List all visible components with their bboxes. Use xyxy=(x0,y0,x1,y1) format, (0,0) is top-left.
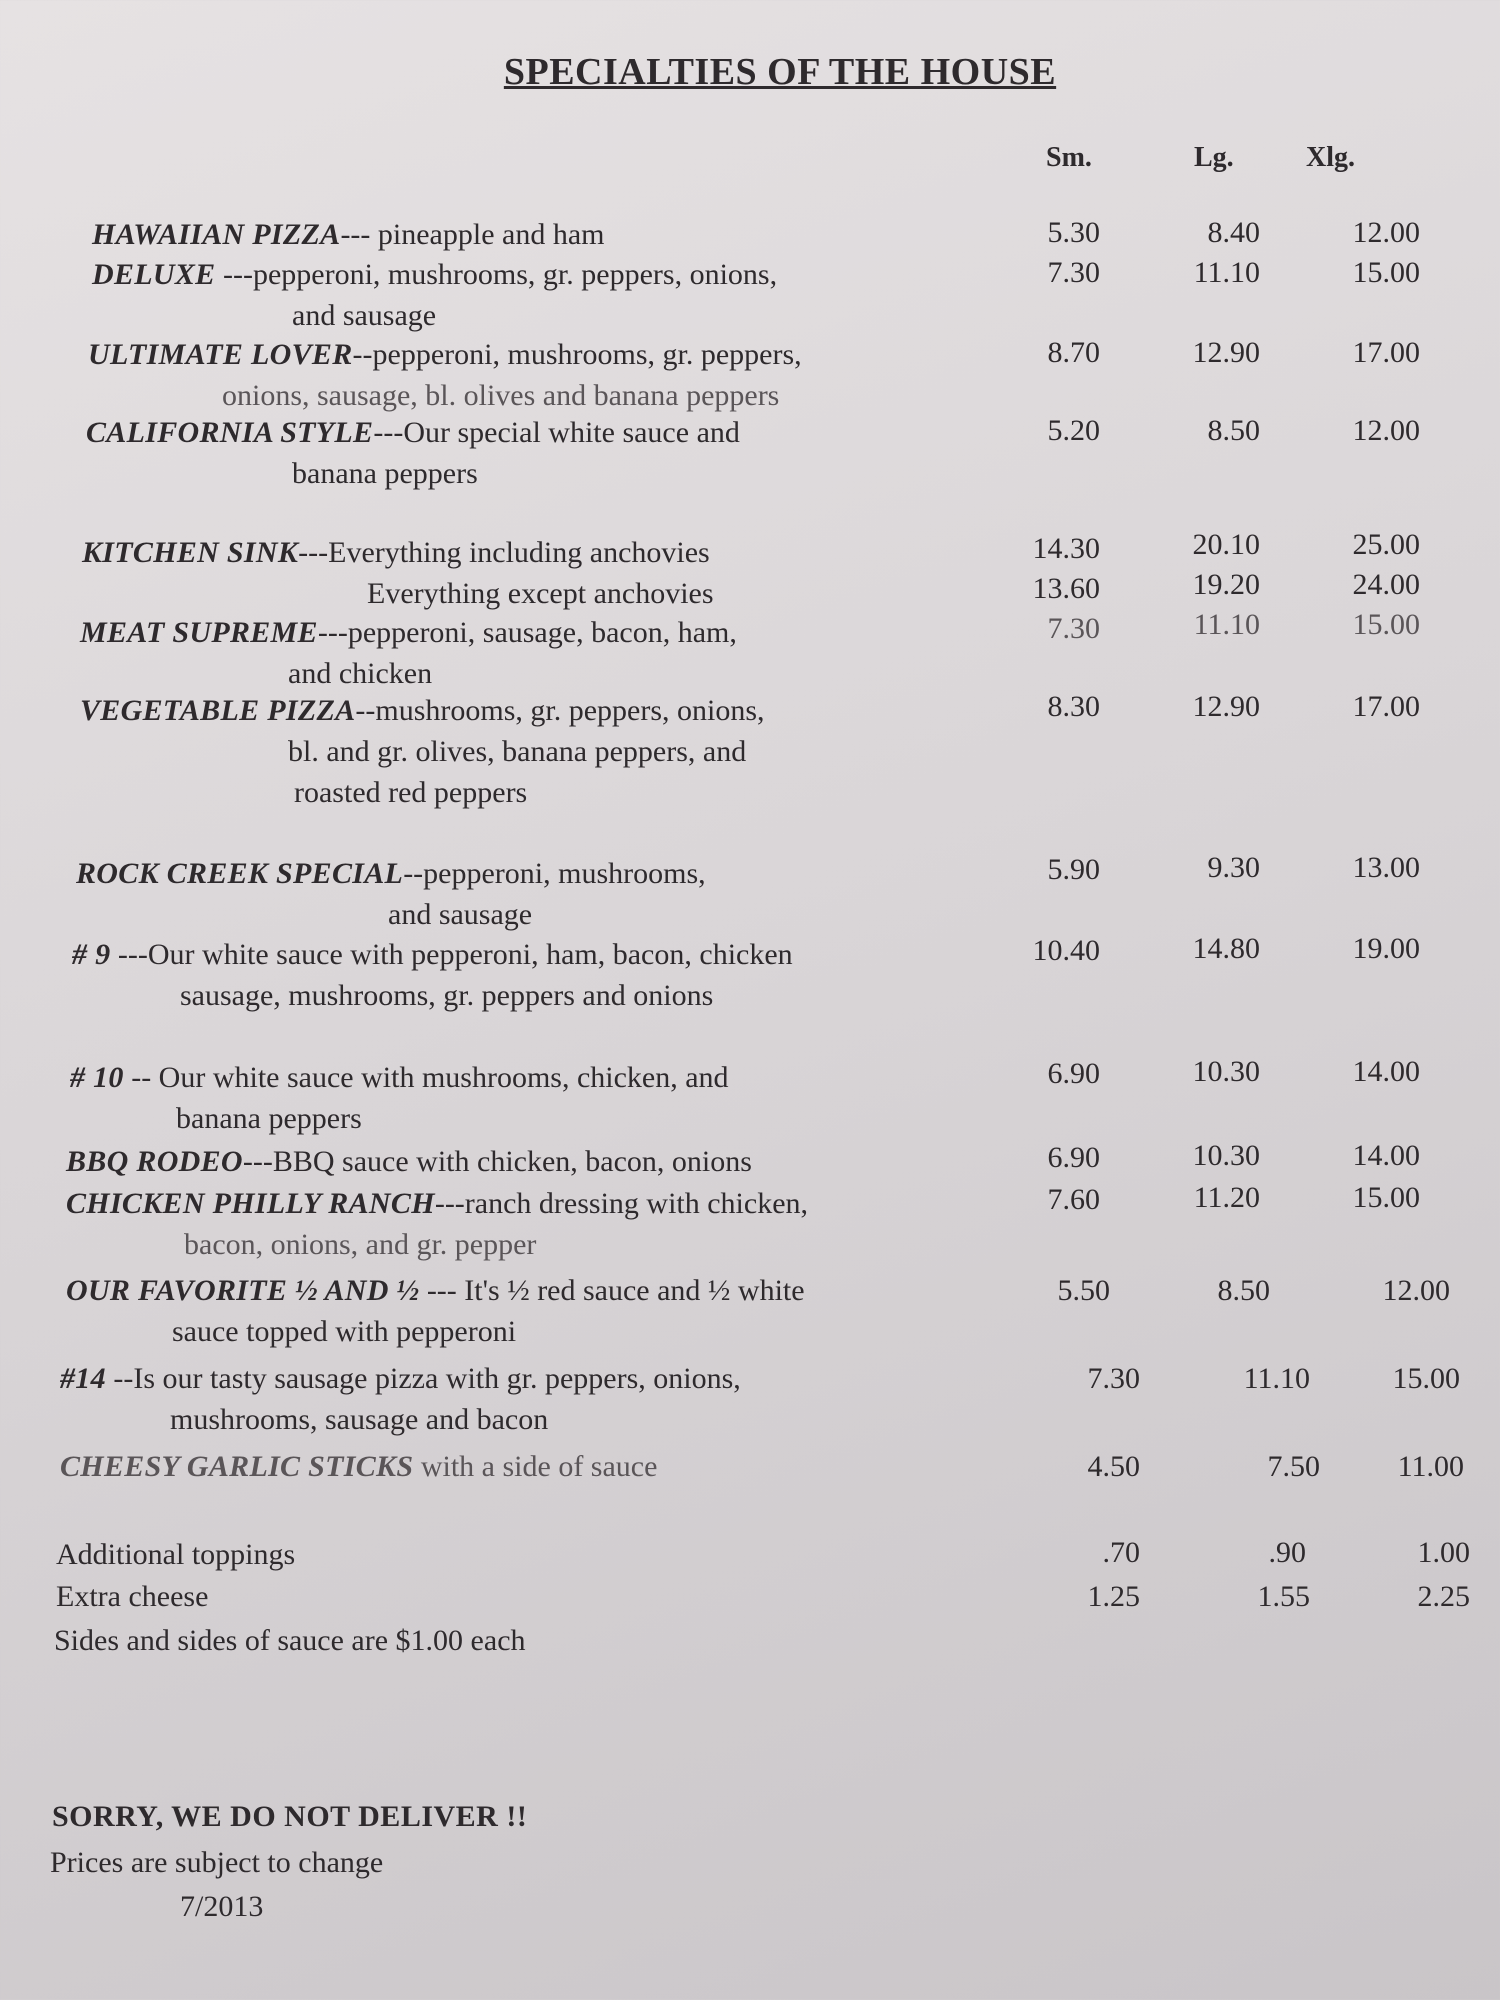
menu-item-bbq-rodeo xyxy=(66,1141,752,1182)
item-desc: -- Our white sauce with mushrooms, chicken, and xyxy=(123,1061,729,1094)
price-lg: 12.90 xyxy=(1192,690,1260,723)
item-name: BBQ RODEO xyxy=(66,1145,243,1178)
price-xlg: 14.00 xyxy=(1352,1055,1420,1088)
item-desc: --Is our tasty sausage pizza with gr. peppers, onions, xyxy=(105,1362,741,1395)
item-desc-cont: banana peppers xyxy=(176,1102,362,1135)
price-sm: 5.30 xyxy=(1047,216,1100,249)
menu-item-number-10 xyxy=(70,1057,729,1139)
menu-item-number-14 xyxy=(60,1358,741,1440)
no-delivery-notice: SORRY, WE DO NOT DELIVER !! xyxy=(52,1800,528,1833)
item-desc-cont: mushrooms, sausage and bacon xyxy=(170,1403,549,1436)
price-xlg-no-anchovies: 24.00 xyxy=(1352,568,1420,601)
price-xlg: 12.00 xyxy=(1352,216,1420,249)
item-desc: with a side of sauce xyxy=(413,1450,658,1483)
price-xlg: 2.25 xyxy=(1417,1580,1470,1613)
price-lg: 11.10 xyxy=(1193,256,1260,289)
item-desc-cont-2: roasted red peppers xyxy=(294,776,528,809)
item-name: # 9 xyxy=(72,938,111,971)
item-desc: ---ranch dressing with chicken, xyxy=(434,1187,809,1220)
extra-extra-cheese xyxy=(56,1576,208,1617)
item-name: CHEESY GARLIC STICKS xyxy=(60,1450,414,1483)
size-header-large: Lg. xyxy=(1194,142,1234,173)
item-desc-cont: bl. and gr. olives, banana peppers, and xyxy=(288,735,747,768)
item-name: ROCK CREEK SPECIAL xyxy=(76,857,404,890)
price-xlg: 12.00 xyxy=(1382,1274,1450,1307)
menu-date: 7/2013 xyxy=(180,1890,264,1923)
item-desc: --- It's ½ red sauce and ½ white xyxy=(419,1274,805,1307)
menu-item-rock-creek-special xyxy=(76,853,706,935)
item-desc: ---BBQ sauce with chicken, bacon, onions xyxy=(242,1145,752,1178)
item-desc-cont: sauce topped with pepperoni xyxy=(172,1315,517,1348)
item-name: CHICKEN PHILLY RANCH xyxy=(66,1187,435,1220)
item-name: ULTIMATE LOVER xyxy=(88,338,353,371)
price-lg: 14.80 xyxy=(1192,932,1260,965)
price-sm: 6.90 xyxy=(1047,1141,1100,1174)
price-lg: .90 xyxy=(1268,1536,1306,1569)
menu-item-california-style xyxy=(86,412,740,494)
item-name: CALIFORNIA STYLE xyxy=(86,416,374,449)
price-sm: 5.20 xyxy=(1047,414,1100,447)
price-lg: 10.30 xyxy=(1192,1055,1260,1088)
menu-item-deluxe xyxy=(92,254,777,336)
price-lg: 7.50 xyxy=(1267,1450,1320,1483)
menu-item-hawaiian xyxy=(92,214,605,255)
item-desc: ---Our special white sauce and xyxy=(373,416,740,449)
extra-label: Additional toppings xyxy=(56,1538,296,1571)
price-xlg: 15.00 xyxy=(1352,256,1420,289)
item-name: #14 xyxy=(60,1362,106,1395)
price-sm: 1.25 xyxy=(1087,1580,1140,1613)
menu-item-meat-supreme xyxy=(80,612,737,694)
item-desc: ---pepperoni, mushrooms, gr. peppers, onions, xyxy=(215,258,778,291)
price-sm: 5.90 xyxy=(1047,853,1100,886)
extra-label: Extra cheese xyxy=(56,1580,209,1613)
price-xlg: 13.00 xyxy=(1352,851,1420,884)
menu-item-vegetable-pizza xyxy=(80,690,765,813)
price-sm: 8.30 xyxy=(1047,690,1100,723)
item-name: KITCHEN SINK xyxy=(82,536,299,569)
price-lg-no-anchovies: 19.20 xyxy=(1192,568,1260,601)
item-desc: --pepperoni, mushrooms, gr. peppers, xyxy=(352,338,802,371)
item-name: OUR FAVORITE ½ AND ½ xyxy=(66,1274,420,1307)
menu-item-chicken-philly-ranch xyxy=(66,1183,808,1265)
item-desc-cont: bacon, onions, and gr. pepper xyxy=(184,1228,537,1261)
price-lg: 8.50 xyxy=(1207,414,1260,447)
price-xlg: 11.00 xyxy=(1397,1450,1464,1483)
price-sm: 8.70 xyxy=(1047,336,1100,369)
price-lg: 1.55 xyxy=(1257,1580,1310,1613)
item-desc: --mushrooms, gr. peppers, onions, xyxy=(355,694,765,727)
price-lg: 9.30 xyxy=(1207,851,1260,884)
size-header-xlarge: Xlg. xyxy=(1306,142,1355,173)
sides-note: Sides and sides of sauce are $1.00 each xyxy=(54,1624,526,1657)
price-xlg: 17.00 xyxy=(1352,690,1420,723)
price-sm: 14.30 xyxy=(1032,532,1100,565)
item-desc: --- pineapple and ham xyxy=(340,218,605,251)
item-desc-cont: banana peppers xyxy=(292,457,478,490)
price-sm: 7.30 xyxy=(1087,1362,1140,1395)
price-xlg: 15.00 xyxy=(1352,1181,1420,1214)
price-sm: 10.40 xyxy=(1032,934,1100,967)
price-sm: 4.50 xyxy=(1087,1450,1140,1483)
price-sm: 7.60 xyxy=(1047,1183,1100,1216)
item-desc-cont: and sausage xyxy=(292,299,437,332)
price-sm: 7.30 xyxy=(1047,256,1100,289)
price-xlg: 14.00 xyxy=(1352,1139,1420,1172)
price-xlg: 25.00 xyxy=(1352,528,1420,561)
item-desc: ---Our white sauce with pepperoni, ham, bacon, chicken xyxy=(110,938,793,971)
price-lg: 8.40 xyxy=(1207,216,1260,249)
price-lg: 11.20 xyxy=(1193,1181,1260,1214)
item-name: DELUXE xyxy=(92,258,216,291)
price-lg: 8.50 xyxy=(1217,1274,1270,1307)
item-name: # 10 xyxy=(70,1061,124,1094)
item-name: VEGETABLE PIZZA xyxy=(80,694,356,727)
price-xlg: 17.00 xyxy=(1352,336,1420,369)
item-name: MEAT SUPREME xyxy=(80,616,318,649)
price-lg: 20.10 xyxy=(1192,528,1260,561)
price-xlg: 12.00 xyxy=(1352,414,1420,447)
item-desc-cont: and sausage xyxy=(388,898,533,931)
menu-item-our-favorite xyxy=(66,1270,805,1352)
extra-additional-toppings xyxy=(56,1534,295,1575)
menu-item-cheesy-garlic-sticks xyxy=(60,1446,657,1487)
item-desc-cont: and chicken xyxy=(288,657,433,690)
price-sm: 7.30 xyxy=(1047,612,1100,645)
price-xlg: 15.00 xyxy=(1392,1362,1460,1395)
item-desc-cont: onions, sausage, bl. olives and banana peppers xyxy=(222,379,780,412)
price-lg: 11.10 xyxy=(1243,1362,1310,1395)
price-xlg: 15.00 xyxy=(1352,608,1420,641)
item-desc-cont: Everything except anchovies xyxy=(367,577,714,610)
item-desc: ---Everything including anchovies xyxy=(298,536,710,569)
price-sm: 5.50 xyxy=(1057,1274,1110,1307)
item-desc: ---pepperoni, sausage, bacon, ham, xyxy=(317,616,737,649)
size-header-small: Sm. xyxy=(1046,142,1092,173)
price-lg: 12.90 xyxy=(1192,336,1260,369)
price-sm-no-anchovies: 13.60 xyxy=(1032,572,1100,605)
price-xlg: 1.00 xyxy=(1417,1536,1470,1569)
menu-item-number-9 xyxy=(72,934,793,1016)
menu-title: SPECIALTIES OF THE HOUSE xyxy=(503,51,1057,93)
price-sm: .70 xyxy=(1102,1536,1140,1569)
item-desc: --pepperoni, mushrooms, xyxy=(403,857,706,890)
price-sm: 6.90 xyxy=(1047,1057,1100,1090)
menu-item-kitchen-sink xyxy=(82,532,714,614)
price-lg: 11.10 xyxy=(1193,608,1260,641)
menu-item-ultimate-lover xyxy=(88,334,802,416)
price-lg: 10.30 xyxy=(1192,1139,1260,1172)
price-change-note: Prices are subject to change xyxy=(50,1846,384,1879)
item-desc-cont: sausage, mushrooms, gr. peppers and onions xyxy=(180,979,714,1012)
price-xlg: 19.00 xyxy=(1352,932,1420,965)
item-name: HAWAIIAN PIZZA xyxy=(92,218,341,251)
